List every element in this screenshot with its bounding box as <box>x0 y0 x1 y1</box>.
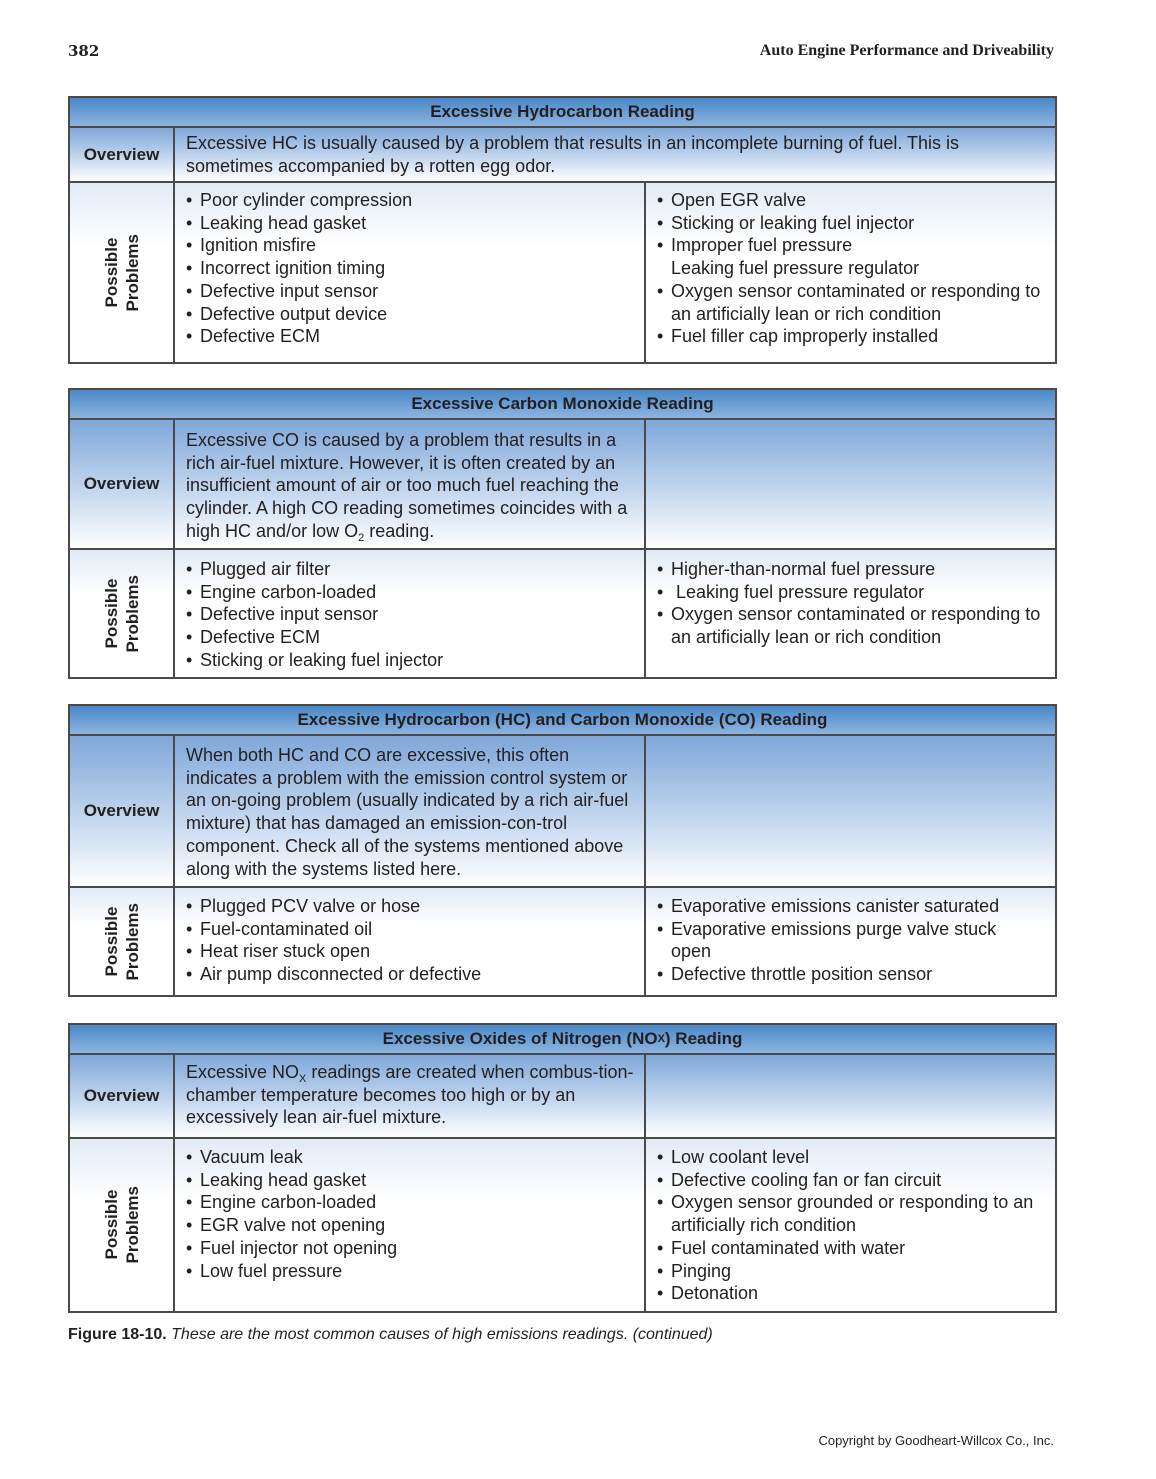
list-item: • Oxygen sensor contaminated or responding to an artificially lean or rich condition <box>657 604 1041 648</box>
figure-caption <box>68 1326 713 1344</box>
list-item: • Evaporative emissions purge valve stuck open <box>657 918 997 962</box>
overview-label: Overview <box>70 736 175 886</box>
possible-problems-label <box>70 550 175 677</box>
overview-text: Excessive $NO_X$ readings are created when combus-tion-chamber temperature becomes too high or by an excessively lean air-fuel mixture. <box>175 1055 646 1137</box>
list-item: • Plugged air filter <box>186 559 331 579</box>
list-item: • Low coolant level <box>657 1147 810 1167</box>
hc-and-co-reading-table <box>68 704 1057 997</box>
overview-empty-cell <box>646 1055 1055 1137</box>
list-item: • Sticking or leaking fuel injector <box>186 649 444 670</box>
list-item: • Oxygen sensor grounded or responding to an artificially rich condition <box>657 1192 1034 1236</box>
problems-left-column <box>175 1139 646 1311</box>
list-item: • Vacuum leak <box>186 1147 303 1167</box>
copyright-notice: Copyright by Goodheart-Willcox Co., Inc. <box>818 1433 1054 1448</box>
table-title: Excessive Carbon Monoxide Reading <box>70 390 1055 420</box>
overview-text: Excessive CO is caused by a problem that results in a rich air-fuel mixture. However, it is often created by an insufficient amount of air or too much fuel reaching the cylinder. A high CO reading sometimes coincides with a high HC and/or low $O_2$ reading. <box>175 420 646 548</box>
page-number: 382 <box>68 42 100 60</box>
list-item: • Leaking fuel pressure regulator <box>657 581 925 602</box>
list-item: • Fuel-contaminated oil <box>186 918 373 939</box>
overview-row <box>70 128 1055 183</box>
overview-label: Overview <box>70 420 175 548</box>
list-item: • Incorrect ignition timing <box>186 258 386 279</box>
list-item: • Defective input sensor <box>186 604 379 625</box>
running-head: Auto Engine Performance and Driveability <box>759 42 1054 59</box>
list-item: • Defective input sensor <box>186 280 379 301</box>
possible-problems-label <box>70 183 175 362</box>
overview-empty-cell <box>646 736 1055 886</box>
problems-left-column <box>175 888 646 995</box>
table-title: Excessive Oxides of Nitrogen (NO X ) Reading <box>70 1025 1055 1055</box>
list-item: • Improper fuel pressure <box>657 235 853 256</box>
problems-left-column <box>175 183 646 362</box>
overview-row <box>70 420 1055 550</box>
overview-label: Overview <box>70 128 175 181</box>
possible-problems-row <box>70 1139 1055 1311</box>
list-item: • Poor cylinder compression <box>186 190 413 210</box>
list-item: • Defective cooling fan or fan circuit <box>657 1169 942 1190</box>
problems-right-column <box>646 183 1055 362</box>
list-item: • Leaking head gasket <box>186 1169 367 1190</box>
label-line: Problems <box>122 233 142 312</box>
problems-right-column <box>646 1139 1055 1311</box>
problems-right-column <box>646 550 1055 677</box>
list-item: • Plugged PCV valve or hose <box>186 896 421 916</box>
hc-reading-table <box>68 96 1057 364</box>
label-line: Problems <box>122 574 142 653</box>
list-item: • Pinging <box>657 1260 732 1281</box>
label-line: Possible <box>101 906 121 977</box>
overview-row <box>70 1055 1055 1139</box>
nox-reading-table <box>68 1023 1057 1313</box>
list-item: • Open EGR valve <box>657 190 807 210</box>
possible-problems-row <box>70 888 1055 995</box>
list-item: • Evaporative emissions canister saturated <box>657 896 1000 916</box>
list-item: • Fuel contaminated with water <box>657 1237 906 1258</box>
possible-problems-row <box>70 550 1055 677</box>
possible-problems-label <box>70 888 175 995</box>
list-item: • Defective output device <box>186 303 388 324</box>
list-item: • Engine carbon-loaded <box>186 581 377 602</box>
table-title: Excessive Hydrocarbon (HC) and Carbon Monoxide (CO) Reading <box>70 706 1055 736</box>
list-item: • Engine carbon-loaded <box>186 1192 377 1213</box>
possible-problems-label <box>70 1139 175 1311</box>
list-item: • Ignition misfire <box>186 235 317 256</box>
list-item: • Detonation <box>657 1283 759 1304</box>
caption-text: These are the most common causes of high emissions readings. (continued) <box>166 1326 713 1343</box>
list-item: • Fuel filler cap improperly installed <box>657 326 939 347</box>
problems-right-column <box>646 888 1055 995</box>
list-item: • Defective ECM <box>186 627 321 648</box>
figure-number: Figure 18-10. <box>68 1326 167 1343</box>
overview-label: Overview <box>70 1055 175 1137</box>
problems-left-column <box>175 550 646 677</box>
overview-text: When both HC and CO are excessive, this often indicates a problem with the emission control system or an on-going problem (usually indicated by a rich air-fuel mixture) that has damaged an emission-con-trol component. Check all of the systems mentioned above along with the systems listed here. <box>175 736 646 886</box>
list-item: • Heat riser stuck open <box>186 941 371 962</box>
label-line: Possible <box>101 1190 121 1260</box>
list-item: • Sticking or leaking fuel injector <box>657 212 915 233</box>
list-item: Leaking fuel pressure regulator <box>671 258 920 279</box>
list-item: • Fuel injector not opening <box>186 1237 398 1258</box>
list-item: • Higher-than-normal fuel pressure <box>657 559 936 579</box>
label-line: Problems <box>122 902 142 981</box>
list-item: • Leaking head gasket <box>186 212 367 233</box>
overview-text: Excessive HC is usually caused by a problem that results in an incomplete burning of fuel. This is sometimes accompanied by a rotten egg odor. <box>186 133 960 176</box>
list-item: • Air pump disconnected or defective <box>186 964 482 985</box>
table-title: Excessive Hydrocarbon Reading <box>70 98 1055 128</box>
list-item: • Oxygen sensor contaminated or responding to an artificially lean or rich condition <box>657 280 1041 324</box>
possible-problems-row <box>70 183 1055 362</box>
label-line: Problems <box>122 1186 142 1264</box>
list-item: • EGR valve not opening <box>186 1215 386 1236</box>
label-line: Possible <box>101 578 121 649</box>
list-item: • Defective throttle position sensor <box>657 964 933 985</box>
overview-empty-cell <box>646 420 1055 548</box>
overview-row <box>70 736 1055 888</box>
co-reading-table <box>68 388 1057 679</box>
label-line: Possible <box>101 237 121 308</box>
list-item: • Defective ECM <box>186 326 321 347</box>
list-item: • Low fuel pressure <box>186 1260 343 1281</box>
